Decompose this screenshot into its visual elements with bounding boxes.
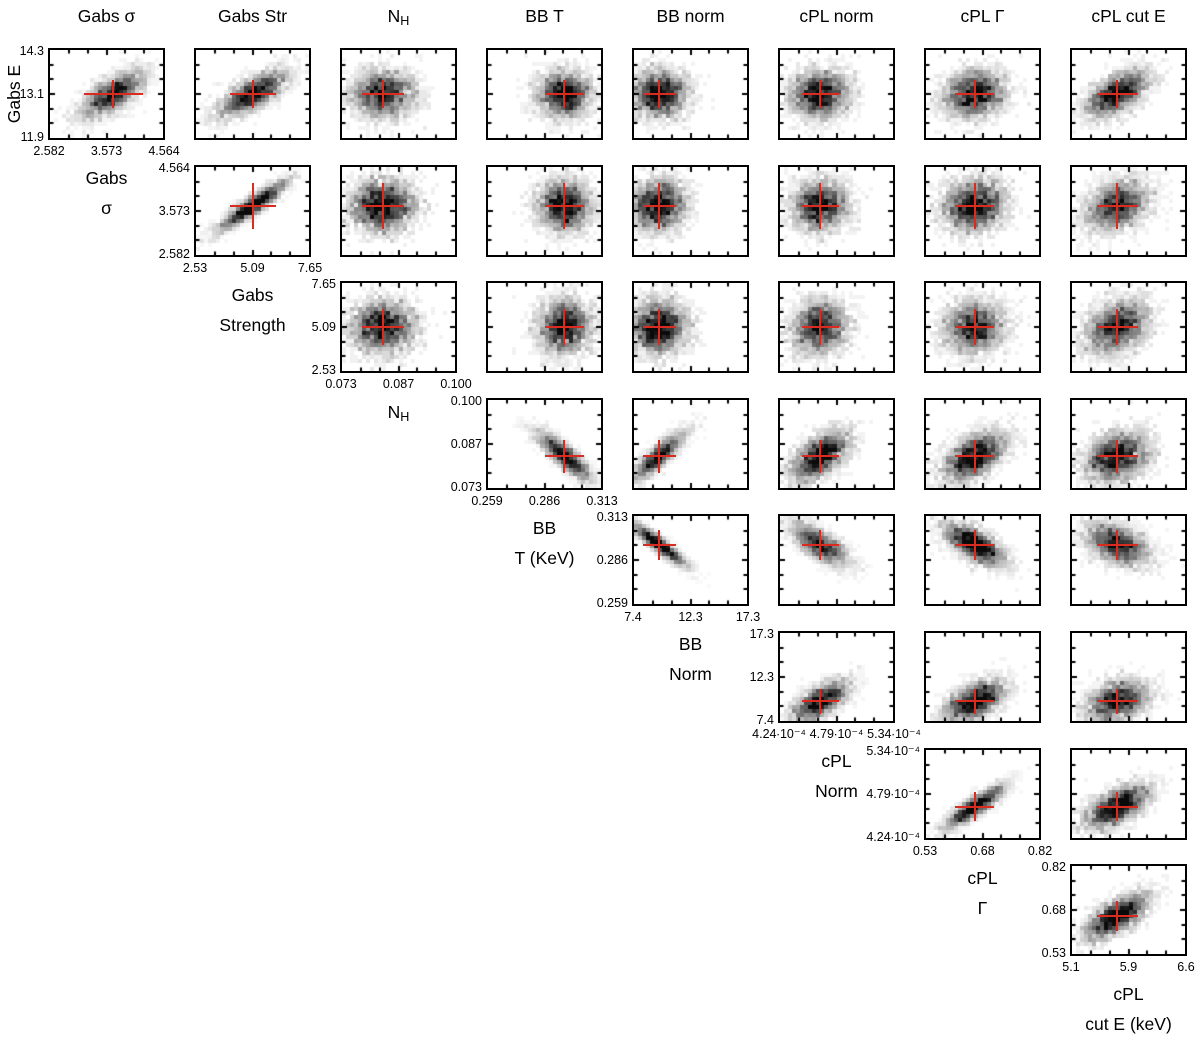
error-bar-vertical [974, 80, 976, 108]
panel-gabs-e-vs-cpl-cut-e [1070, 48, 1187, 140]
y-tick-label-n-h: 0.087 [450, 437, 482, 451]
density-histogram-canvas [780, 633, 893, 721]
panel-gabs-e-vs-cpl-gamma [924, 48, 1041, 140]
density-histogram-canvas [1072, 400, 1185, 488]
error-bar-vertical [112, 80, 114, 108]
y-tick-label-gabs-strength: 5.09 [311, 320, 336, 334]
error-bar-vertical [819, 309, 821, 345]
x-tick-label-cpl-cut-e: 5.9 [1119, 960, 1138, 974]
error-bar-vertical [974, 792, 976, 821]
error-bar-vertical [974, 689, 976, 715]
x-tick-label-cpl-cut-e: 5.1 [1062, 960, 1080, 974]
y-tick-label-bb-t: 0.286 [596, 553, 628, 567]
error-bar-vertical [974, 440, 976, 473]
density-histogram-canvas [780, 516, 893, 604]
density-histogram-canvas [488, 400, 601, 488]
error-bar-vertical [563, 183, 565, 229]
x-tick-label-gabs-sigma: 2.582 [33, 144, 65, 158]
y-tick-label-cpl-norm: 4.79∙10⁻⁴ [866, 787, 920, 801]
axis-name-label-cpl-norm: cPL [821, 751, 852, 771]
y-tick-label-cpl-norm: 5.34∙10⁻⁴ [866, 744, 920, 758]
panel-gabs-strength-vs-cpl-norm [778, 281, 895, 373]
error-bar-vertical [819, 530, 821, 560]
error-bar-vertical [382, 183, 384, 229]
density-histogram-canvas [926, 633, 1039, 721]
error-bar-vertical [1116, 901, 1118, 931]
panel-bb-norm-vs-cpl-cut-e [1070, 631, 1187, 723]
panel-cpl-norm-vs-cpl-gamma [924, 748, 1041, 840]
x-tick-label-gabs-strength: 5.09 [240, 261, 265, 275]
y-tick-label-bb-norm: 7.4 [756, 713, 774, 727]
panel-gabs-sigma-vs-gabs-strength [194, 165, 311, 257]
y-tick-label-n-h: 0.100 [450, 394, 482, 408]
panel-n-h-vs-bb-norm [632, 398, 749, 490]
axis-name-label-bb-t: BB [532, 518, 557, 538]
panel-gabs-sigma-vs-cpl-norm [778, 165, 895, 257]
y-tick-label-n-h: 0.073 [450, 480, 482, 494]
x-tick-label-cpl-gamma: 0.53 [912, 844, 938, 858]
y-tick-label-gabs-sigma: 2.582 [158, 247, 190, 261]
subscript: H [400, 13, 410, 28]
panel-bb-norm-vs-cpl-gamma [924, 631, 1041, 723]
panel-gabs-strength-vs-bb-norm [632, 281, 749, 373]
x-tick-label-cpl-norm: 5.34∙10⁻⁴ [867, 727, 921, 741]
column-header-n-h: $N_H$ [387, 6, 410, 28]
density-histogram-canvas [1072, 750, 1185, 838]
error-bar-vertical [819, 440, 821, 473]
axis-name-label-gabs-strength: Strength [219, 315, 286, 335]
y-tick-label-gabs-e: 13.1 [19, 87, 44, 101]
error-bar-vertical [658, 80, 660, 108]
x-tick-label-bb-t: 0.286 [528, 494, 561, 508]
column-header-cpl-cut-e: cPL cut E [1091, 6, 1166, 26]
error-bar-vertical [252, 80, 254, 108]
axis-name-label-cpl-gamma: Γ [977, 898, 988, 918]
error-bar-vertical [658, 183, 660, 229]
x-tick-label-cpl-gamma: 0.68 [970, 844, 995, 858]
density-histogram-canvas [780, 400, 893, 488]
panel-gabs-e-vs-cpl-norm [778, 48, 895, 140]
x-tick-label-gabs-strength: 7.65 [297, 261, 323, 275]
x-tick-label-bb-norm: 17.3 [735, 610, 761, 624]
panel-gabs-strength-vs-cpl-cut-e [1070, 281, 1187, 373]
density-histogram-canvas [342, 167, 455, 255]
axis-name-label-bb-norm: BB [678, 634, 703, 654]
panel-cpl-norm-vs-cpl-cut-e [1070, 748, 1187, 840]
axis-name-label-cpl-norm: Norm [815, 781, 858, 801]
density-histogram-canvas [634, 167, 747, 255]
column-header-cpl-norm: cPL norm [799, 6, 874, 26]
axis-name-label-n-h: $N_H$ [387, 402, 410, 424]
panel-n-h-vs-cpl-gamma [924, 398, 1041, 490]
density-histogram-canvas [488, 167, 601, 255]
panel-gabs-e-vs-gabs-strength [194, 48, 311, 140]
density-histogram-canvas [926, 750, 1039, 838]
density-histogram-canvas [926, 516, 1039, 604]
density-histogram-canvas [926, 167, 1039, 255]
x-tick-label-gabs-sigma: 4.564 [148, 144, 180, 158]
density-histogram-canvas [1072, 866, 1185, 954]
y-tick-label-gabs-e: 11.9 [20, 130, 44, 144]
axis-name-label-gabs-sigma: σ [101, 198, 112, 218]
error-bar-vertical [1116, 689, 1118, 715]
panel-bb-t-vs-cpl-norm [778, 514, 895, 606]
density-histogram-canvas [1072, 516, 1185, 604]
axis-name-label-cpl-cut-e: cut E (keV) [1085, 1014, 1172, 1034]
axis-name-label-gabs-sigma: Gabs [85, 168, 128, 188]
x-tick-label-cpl-norm: 4.79∙10⁻⁴ [809, 727, 864, 741]
density-histogram-canvas [926, 400, 1039, 488]
y-tick-label-bb-norm: 17.3 [749, 627, 774, 641]
panel-bb-norm-vs-cpl-norm [778, 631, 895, 723]
panel-gabs-sigma-vs-bb-norm [632, 165, 749, 257]
panel-gabs-e-vs-gabs-sigma [48, 48, 165, 140]
y-tick-label-gabs-strength: 7.65 [311, 277, 336, 291]
y-tick-label-gabs-sigma: 3.573 [158, 204, 190, 218]
y-axis-label-gabs-e: Gabs E [4, 64, 24, 124]
panel-gabs-e-vs-bb-t [486, 48, 603, 140]
error-bar-vertical [563, 309, 565, 345]
x-tick-label-cpl-norm: 4.24∙10⁻⁴ [752, 727, 806, 741]
panel-gabs-sigma-vs-n-h [340, 165, 457, 257]
x-tick-label-gabs-strength: 2.53 [182, 261, 208, 275]
axis-name-label-bb-norm: Norm [669, 664, 712, 684]
y-tick-label-cpl-norm: 4.24∙10⁻⁴ [866, 830, 920, 844]
error-bar-vertical [252, 183, 254, 229]
panel-gabs-strength-vs-cpl-gamma [924, 281, 1041, 373]
panel-gabs-sigma-vs-bb-t [486, 165, 603, 257]
axis-name-label-bb-t: T (KeV) [514, 548, 575, 568]
error-bar-vertical [1116, 530, 1118, 560]
error-bar-vertical [1116, 309, 1118, 345]
column-header-gabs-strength: Gabs Str [217, 6, 288, 26]
error-bar-vertical [974, 530, 976, 560]
y-tick-label-bb-norm: 12.3 [749, 670, 774, 684]
subscript: H [400, 409, 410, 424]
x-tick-label-n-h: 0.100 [440, 377, 472, 391]
error-bar-vertical [382, 309, 384, 345]
column-header-bb-norm: BB norm [656, 6, 725, 26]
x-tick-label-bb-t: 0.313 [586, 494, 618, 508]
panel-gabs-e-vs-bb-norm [632, 48, 749, 140]
panel-bb-t-vs-cpl-cut-e [1070, 514, 1187, 606]
x-tick-label-n-h: 0.087 [382, 377, 415, 391]
density-histogram-canvas [634, 516, 747, 604]
panel-n-h-vs-bb-t [486, 398, 603, 490]
panel-bb-t-vs-cpl-gamma [924, 514, 1041, 606]
error-bar-vertical [1116, 183, 1118, 229]
panel-gabs-sigma-vs-cpl-cut-e [1070, 165, 1187, 257]
x-tick-label-bb-t: 0.259 [471, 494, 503, 508]
y-tick-label-bb-t: 0.259 [596, 596, 628, 610]
density-histogram-canvas [1072, 167, 1185, 255]
error-bar-vertical [819, 183, 821, 229]
panel-n-h-vs-cpl-norm [778, 398, 895, 490]
error-bar-vertical [1116, 440, 1118, 473]
panel-n-h-vs-cpl-cut-e [1070, 398, 1187, 490]
x-tick-label-n-h: 0.073 [325, 377, 357, 391]
y-tick-label-cpl-gamma: 0.53 [1041, 946, 1066, 960]
y-tick-label-cpl-gamma: 0.82 [1041, 860, 1066, 874]
error-bar-vertical [658, 440, 660, 473]
error-bar-vertical [658, 309, 660, 345]
column-header-gabs-sigma: Gabs σ [77, 6, 136, 26]
y-tick-label-gabs-sigma: 4.564 [158, 161, 190, 175]
column-header-cpl-gamma: cPL Γ [960, 6, 1005, 26]
error-bar-vertical [382, 80, 384, 108]
error-bar-vertical [974, 183, 976, 229]
panel-gabs-strength-vs-bb-t [486, 281, 603, 373]
x-tick-label-gabs-sigma: 3.573 [90, 144, 123, 158]
error-bar-vertical [819, 689, 821, 715]
density-histogram-canvas [780, 167, 893, 255]
y-tick-label-cpl-gamma: 0.68 [1041, 903, 1066, 917]
error-bar-vertical [658, 530, 660, 560]
axis-name-label-cpl-gamma: cPL [967, 868, 998, 888]
y-tick-label-gabs-e: 14.3 [19, 44, 44, 58]
column-header-bb-t: BB T [525, 6, 564, 26]
density-histogram-canvas [634, 400, 747, 488]
error-bar-vertical [1116, 80, 1118, 108]
panel-gabs-strength-vs-n-h [340, 281, 457, 373]
error-bar-vertical [563, 80, 565, 108]
axis-name-label-gabs-strength: Gabs [231, 285, 274, 305]
y-tick-label-bb-t: 0.313 [596, 510, 628, 524]
density-histogram-canvas [1072, 633, 1185, 721]
error-bar-vertical [563, 440, 565, 473]
panel-gabs-sigma-vs-cpl-gamma [924, 165, 1041, 257]
panel-bb-t-vs-bb-norm [632, 514, 749, 606]
x-tick-label-cpl-gamma: 0.82 [1027, 844, 1053, 858]
x-tick-label-bb-norm: 12.3 [678, 610, 703, 624]
error-bar-vertical [819, 80, 821, 108]
x-tick-label-cpl-cut-e: 6.6 [1177, 960, 1195, 974]
error-bar-vertical [1116, 792, 1118, 821]
error-bar-vertical [974, 309, 976, 345]
panel-cpl-gamma-vs-cpl-cut-e [1070, 864, 1187, 956]
x-tick-label-bb-norm: 7.4 [624, 610, 642, 624]
panel-gabs-e-vs-n-h [340, 48, 457, 140]
axis-name-label-cpl-cut-e: cPL [1113, 984, 1144, 1004]
y-tick-label-gabs-strength: 2.53 [311, 363, 336, 377]
